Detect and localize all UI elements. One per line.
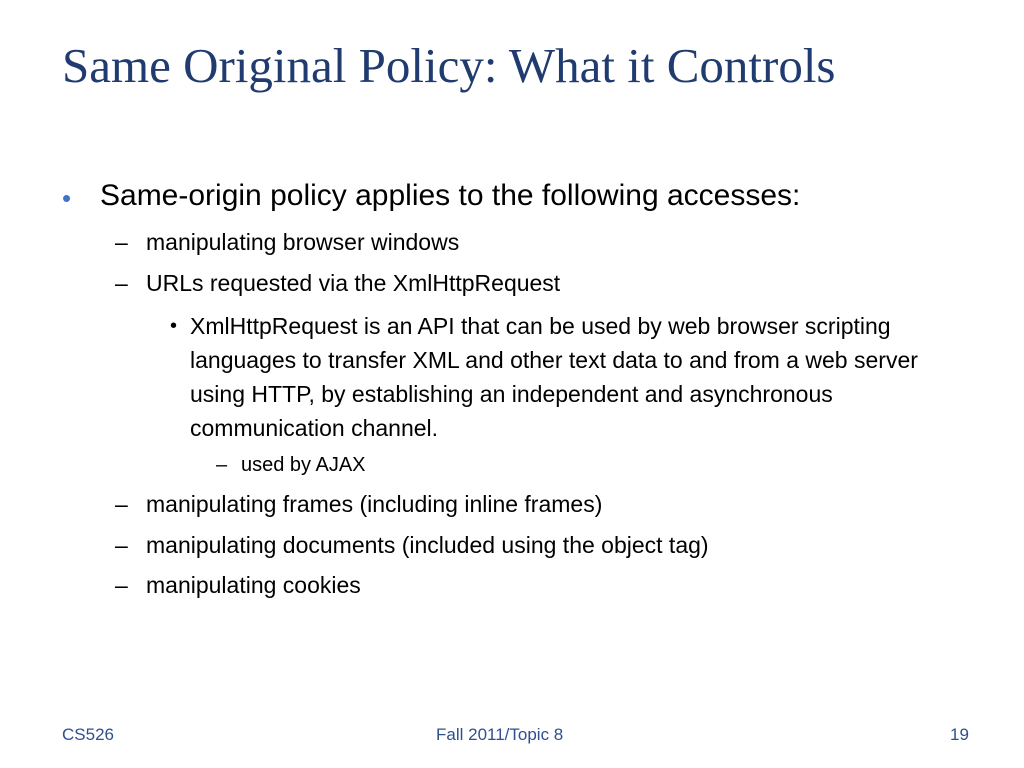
- dash-marker: –: [115, 572, 128, 598]
- sub-item-text: used by AJAX: [241, 454, 366, 476]
- bullet-text: Same-origin policy applies to the following accesses:: [100, 179, 801, 212]
- slide-title: Same Original Policy: What it Controls: [62, 38, 836, 93]
- bullet-marker: •: [170, 315, 178, 337]
- dash-marker: –: [216, 454, 228, 476]
- sub-item-text: manipulating cookies: [146, 572, 361, 598]
- sub-item-text: manipulating documents (included using the object tag): [146, 532, 709, 558]
- footer-course: CS526: [62, 725, 114, 744]
- dash-marker: –: [115, 270, 128, 296]
- footer-page-number: 19: [950, 725, 969, 744]
- dash-marker: –: [115, 491, 128, 517]
- sub-item-level-3: [170, 309, 978, 445]
- dash-marker: –: [115, 532, 128, 558]
- bullet-marker: •: [62, 183, 72, 213]
- footer-topic: Fall 2011/Topic 8: [436, 725, 564, 744]
- sub-item-paragraph: XmlHttpRequest is an API that can be used by web browser scripting languages to transfer XML and other text data to and from a web server using HTTP, by establishing an independent and asynchronous communication channel.: [190, 313, 918, 441]
- sub-item-text: URLs requested via the XmlHttpRequest: [146, 270, 561, 296]
- dash-marker: –: [115, 229, 128, 255]
- sub-item-text: manipulating frames (including inline frames): [146, 491, 603, 517]
- sub-item-text: manipulating browser windows: [146, 229, 460, 255]
